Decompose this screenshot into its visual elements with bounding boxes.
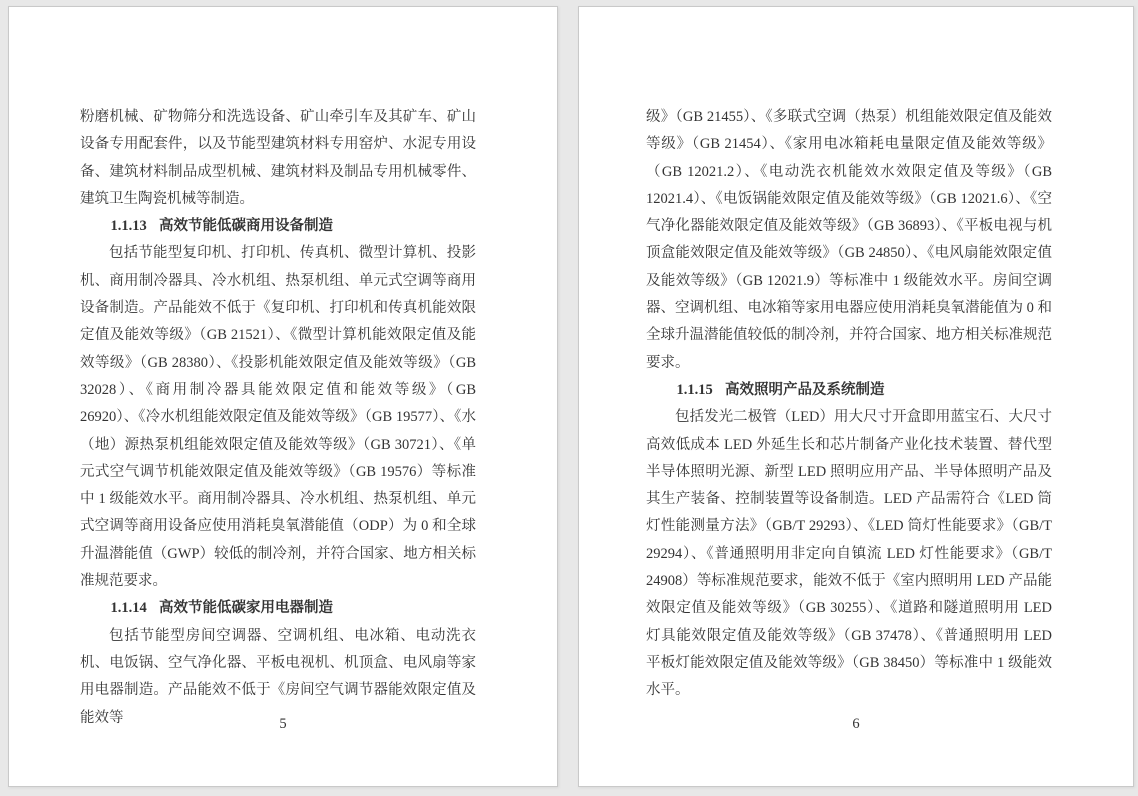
document-page-6	[578, 6, 1134, 787]
paragraph: 包括节能型房间空调器、空调机组、电冰箱、电动洗衣机、电饭锅、空气净化器、平板电视机、机顶盒、电风扇等家用电器制造。产品能效不低于《房间空气调节器能效限定值及能效等	[80, 627, 476, 726]
section-heading-1-1-15	[676, 377, 1052, 404]
paragraph-continuation: 级》（GB 21455）、《多联式空调（热泵）机组能效限定值及能效等级》（GB 21454）、《家用电冰箱耗电量限定值及能效等级》（GB 12021.2）、《电动洗衣机能效水效限定值及等级》（GB 12021.4）、《电饭锅能效限定值及能效等级》（GB 12021.6）、《空气净化器能效限定值及能效等级》（GB 36893）、《平板电视与机顶盒能效限定值及能效等级》（GB 24850）、《电风扇能效限定值及能效等级》（GB 12021.9）等标准中 1 级能效水平。房间空调器、空调机组、电冰箱等家用电器应使用消耗臭氧潜能值为 0 和全球升温潜能值较低的制冷剂，并符合国家、地方相关标准规范要求。	[646, 109, 1052, 371]
page-number: 5	[279, 716, 287, 732]
paragraph-continuation: 粉磨机械、矿物筛分和洗选设备、矿山牵引车及其矿车、矿山设备专用配套件，以及节能型建筑材料专用窑炉、水泥专用设备、建筑材料制品成型机械、建筑材料及制品专用机械零件、建筑卫生陶瓷机械等制造。	[80, 109, 476, 207]
section-number: 1.1.13	[110, 218, 147, 235]
page-5-text-block	[80, 104, 476, 732]
section-heading-1-1-13	[110, 213, 476, 240]
section-number: 1.1.14	[110, 600, 147, 617]
section-title: 高效照明产品及系统制造	[725, 381, 885, 398]
page-6-text-block	[646, 104, 1052, 705]
section-number: 1.1.15	[676, 381, 713, 398]
section-title: 高效节能低碳家用电器制造	[159, 600, 333, 617]
page-number: 6	[852, 716, 860, 732]
paragraph: 包括节能型复印机、打印机、传真机、微型计算机、投影机、商用制冷器具、冷水机组、热泵机组、单元式空调等商用设备制造。产品能效不低于《复印机、打印机和传真机能效限定值及能效等级》（GB 21521）、《微型计算机能效限定值及能效等级》（GB 28380）、《投影机能效限定值及能效等级》（GB 32028）、《商用制冷器具能效限定值和能效等级》（GB 26920）、《冷水机组能效限定值及能效等级》（GB 19577）、《水（地）源热泵机组能效限定值及能效等级》（GB 30721）、《单元式空气调节机能效限定值及能效等级》（GB 19576）等标准中 1 级能效水平。商用制冷器具、冷水机组、热泵机组、单元式空调等商用设备应使用消耗臭氧潜能值（ODP）为 0 和全球升温潜能值（GWP）较低的制冷剂，并符合国家、地方相关标准规范要求。	[80, 245, 476, 590]
paragraph: 包括发光二极管（LED）用大尺寸开盒即用蓝宝石、大尺寸高效低成本 LED 外延生长和芯片制备产业化技术装置、替代型半导体照明光源、新型 LED 照明应用产品、半导体照明产品及其生产装备、控制装置等设备制造。LED 产品需符合《LED 筒灯性能测量方法》（GB/T 29293）、《LED 筒灯性能要求》（GB/T 29294）、《普通照明用非定向自镇流 LED 灯性能要求》（GB/T 24908）等标准规范要求，能效不低于《室内照明用 LED 产品能效限定值及能效等级》（GB 30255）、《道路和隧道照明用 LED 灯具能效限定值及能效等级》（GB 37478）、《普通照明用 LED 平板灯能效限定值及能效等级》（GB 38450）等标准中 1 级能效水平。	[646, 409, 1052, 699]
document-page-5	[8, 6, 558, 787]
section-heading-1-1-14	[110, 595, 476, 622]
section-title: 高效节能低碳商用设备制造	[159, 218, 333, 235]
